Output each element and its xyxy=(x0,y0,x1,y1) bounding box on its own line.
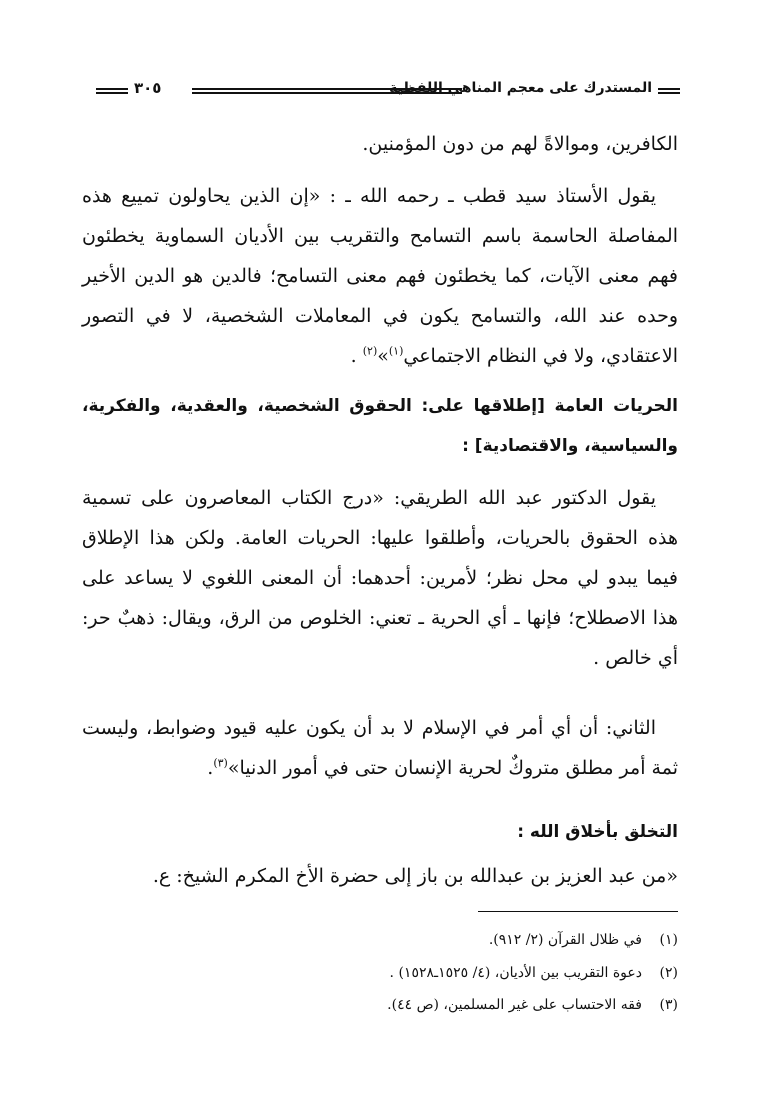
page-header xyxy=(96,80,680,104)
page-number: ٣٠٥ xyxy=(134,79,162,97)
paragraph-4-text: الثاني: أن أي أمر في الإسلام لا بد أن يكون عليه قيود وضوابط، وليست ثمة أمر مطلق متروكٌ لحرية الإنسان حتى في أمور الدنيا» xyxy=(82,717,678,779)
footnote-separator xyxy=(478,911,678,912)
footnote-ref-3: (٣) xyxy=(213,756,228,770)
footnote-ref-2: (٢) xyxy=(362,344,378,358)
header-rule-left xyxy=(96,88,128,94)
footnote-2 xyxy=(390,963,678,983)
footnote-number: (١) xyxy=(659,932,678,948)
footnote-ref-1: (١) xyxy=(388,344,404,358)
running-title: المستدرك على معجم المناهي اللفظية xyxy=(389,80,652,96)
header-rule-right xyxy=(658,88,680,94)
footnote-text: في ظلال القرآن (٢/ ٩١٢). xyxy=(488,932,642,948)
paragraph-2-text: يقول الأستاذ سيد قطب ـ رحمه الله ـ : «إن الذين يحاولون تمييع هذه المفاصلة الحاسمة باسم التسامح والتقريب بين الأديان السماوية يخطئون فهم معنى الآيات، كما يخطئون فهم معنى التسامح؛ فالدين هو الدين الأخير وحده عند الله، والتسامح يكون في المعاملات الشخصية، لا في التصور الاعتقادي، ولا في النظام الاجتماعي xyxy=(82,185,678,367)
paragraph-letter: «من عبد العزيز بن عبدالله بن باز إلى حضرة الأخ المكرم الشيخ: ع. xyxy=(152,865,678,887)
footnote-text: فقه الاحتساب على غير المسلمين، (ص ٤٤). xyxy=(387,997,642,1013)
footnote-text: دعوة التقريب بين الأديان، (٤/ ١٥٢٥ـ١٥٢٨) . xyxy=(389,965,642,981)
header-rule-middle xyxy=(192,88,462,94)
paragraph-2-end: . xyxy=(350,345,363,367)
paragraph-4-end: . xyxy=(207,757,214,779)
paragraph-tariqi-quote: يقول الدكتور عبد الله الطريقي: «درج الكتاب المعاصرون على تسمية هذه الحقوق بالحريات، وأطلقوا عليها: الحريات العامة. ولكن هذا الإطلاق فيما يبدو لي محل نظر؛ لأمرين: أحدهما: أن المعنى اللغوي لا يساعد على هذا الاصطلاح؛ فإنها ـ أي الحرية ـ تعني: الخلوص من الرق، ويقال: ذهبٌ حر: أي خالص . xyxy=(82,487,678,669)
footnote-3 xyxy=(387,995,678,1015)
quote-close: » xyxy=(377,345,389,367)
footnote-1 xyxy=(489,930,678,950)
paragraph-1: الكافرين، وموالاةً لهم من دون المؤمنين. xyxy=(362,133,678,155)
paragraph-qutb-quote xyxy=(82,176,678,376)
paragraph-second-reason xyxy=(82,708,678,788)
footnote-number: (٢) xyxy=(659,965,678,981)
footnote-number: (٣) xyxy=(659,997,678,1013)
entry-heading-public-freedoms: الحريات العامة [إطلاقها على: الحقوق الشخصية، والعقدية، والفكرية، والسياسية، والاقتصادية] : xyxy=(82,396,678,456)
entry-heading-morals: التخلق بأخلاق الله : xyxy=(517,822,678,842)
